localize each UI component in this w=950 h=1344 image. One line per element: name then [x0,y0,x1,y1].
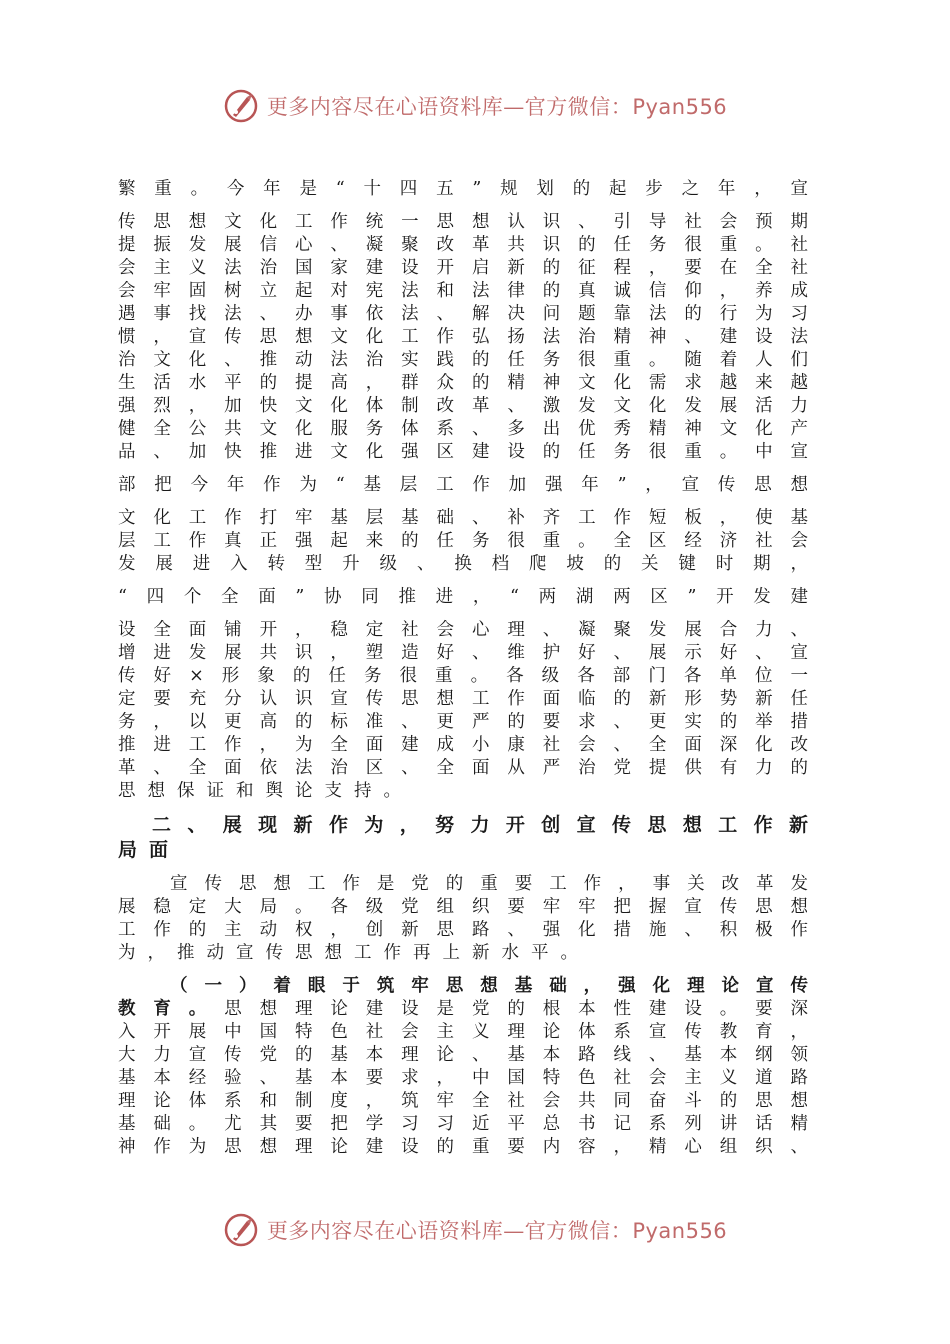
text-line: 推进工作，为全面建成小康社会、全面深化改 [118,735,808,755]
paragraph [118,178,808,201]
footer-watermark-banner [0,1208,950,1252]
section-heading [118,813,808,863]
text-line: 遇事找法、办事依法、解决问题靠法的行为习 [118,304,808,324]
text-line: 品、加快推进文化强区建设的任务很重。中宣 [118,442,808,462]
text-line: 传思想文化工作统一思想认识、引导社会预期 [118,212,808,232]
subsection-title-end: 教育。 [118,999,225,1019]
subsection-title: （一）着眼于筑牢思想基础，强化理论宣传 [170,976,808,996]
text-span: 思想理论建设是党的根本性建设。要深 [224,999,808,1019]
pen-nib-icon [223,88,259,124]
text-line: 定要充分认识宣传思想工作面临的新形势新任 [118,689,808,709]
paragraph [118,474,808,497]
pen-nib-icon [223,1212,259,1248]
paragraph [118,586,808,609]
text-line: 基础。尤其要把学习习近平总书记系列讲话精 [118,1114,808,1134]
text-line: 提振发展信心、凝聚改革共识的任务很重。社 [118,235,808,255]
watermark-text: 更多内容尽在心语资料库—官方微信：Pyan556 [266,1219,728,1243]
text-line: 思想保证和舆论支持。 [118,781,413,801]
document-body [118,178,808,1169]
text-line: 革、全面依法治区、全面从严治党提供有力的 [118,758,808,778]
paragraph [118,873,808,965]
text-line: 惯，宣传思想文化工作弘扬法治精神、建设法 [118,327,808,347]
text-line: 会主义法治国家建设开启新的征程，要在全社 [118,258,808,278]
text-line: 发展进入转型升级、换档爬坡的关键时期， [118,554,808,574]
text-line: 局面 [118,839,181,861]
text-line: 大力宣传党的基本理论、基本路线、基本纲领 [118,1045,808,1065]
text-line: “四个全面”协同推进，“两湖两区”开发建 [118,587,808,607]
text-line [118,998,808,1021]
text-line: 理论体系和制度，筑牢全社会共同奋斗的思想 [118,1091,808,1111]
text-line: 部把今年作为“基层工作加强年”，宣传思想 [118,475,808,495]
text-line: 工作的主动权，创新思路、强化措施、积极作 [118,920,808,940]
text-line: 增进发展共识，塑造好、维护好、展示好、宣 [118,643,808,663]
text-line: 会牢固树立起对宪法和法律的真诚信仰，养成 [118,281,808,301]
text-line: 入开展中国特色社会主义理论体系宣传教育， [118,1022,808,1042]
text-line: 繁重。今年是“十四五”规划的起步之年，宣 [118,179,808,199]
subsection-paragraph [118,975,808,1159]
text-line: 文化工作打牢基层基础、补齐工作短板，使基 [118,508,808,528]
text-line: 神作为思想理论建设的重要内容，精心组织、 [118,1137,808,1157]
paragraph [118,211,808,464]
text-line: 设全面铺开，稳定社会心理、凝聚发展合力、 [118,620,808,640]
text-line: 传好×形象的任务很重。各级各部门各单位一 [118,666,808,686]
text-line: 务，以更高的标准、更严的要求、更实的举措 [118,712,808,732]
text-line: 为，推动宣传思想工作再上新水平。 [118,943,590,963]
text-line: 基本经验、基本要求，中国特色社会主义道路 [118,1068,808,1088]
text-line: 健全公共文化服务体系、多出优秀精神文化产 [118,419,808,439]
watermark-text: 更多内容尽在心语资料库—官方微信：Pyan556 [266,95,728,119]
text-line: 强烈，加快文化体制改革、激发文化发展活力 [118,396,808,416]
text-line: 治文化、推动法治实践的任务很重。随着人们 [118,350,808,370]
text-line: 层工作真正强起来的任务很重。全区经济社会 [118,531,808,551]
paragraph [118,507,808,576]
text-line: 宣传思想工作是党的重要工作，事关改革发 [170,874,808,894]
paragraph [118,619,808,803]
header-watermark-banner [0,84,950,128]
text-line: 二、展现新作为，努力开创宣传思想工作新 [152,814,808,836]
text-line: 展稳定大局。各级党组织要牢牢把握宣传思想 [118,897,808,917]
text-line: 生活水平的提高，群众的精神文化需求越来越 [118,373,808,393]
